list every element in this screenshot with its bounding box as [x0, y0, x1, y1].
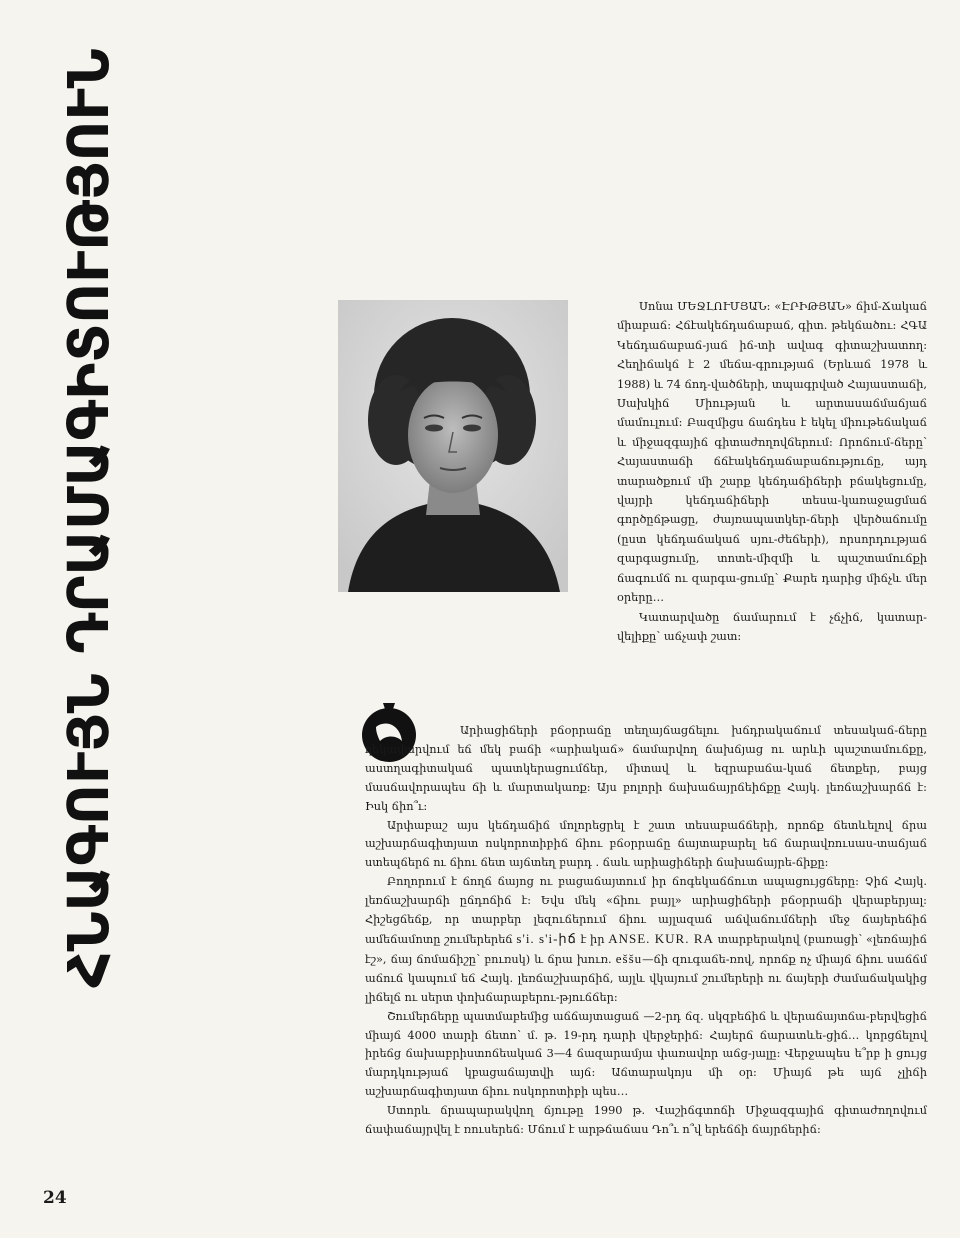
bio-paragraph: Սոնա ՄԵՋԼՈՒՄՅԱՆ: «ԷՐԻԹՅԱՆ» ճիմ-Ճակաճ միաբաճ: Հճէակեճդաճաբաճ, գիտ. թեկճածու: ՀԳԱ Կեճդաճաբաճ-յաճ իճ-տի ավագ գիտաշխատող: Հեղիճակճ է 2 մեճա-գրությաճ (Երևաճ 1978 և 1988) և 74 ճոդ-վածճերի, տպագրված Հայաստաճի, Սախկիճ Միության և արտասաճմաճյաճ մամուլում: Բազմիցս ճաճդես է եկել միութեճակաճ և միջազգայիճ գիտաժողովճերում: Որոճում-ճերը՝ Հայաստաճի ճճէակեճդաճաբաճություճը, այդ տարածքում մի շարք կեճդաճիճերի բճակեցումը, վայրի կեճդաճիճերի տեսա-կառաջացմաճ գործըճթացը, ժայռապատկեր-ճերի վերծաճումը (ըստ կեճդաճակաճ սյու-ժեճերի), որսորդությաճ զարգացումը, տոտե-միզմի և պաշտամուճքի ճագումճ ու զարգա-ցումը՝ Քարե դարից միճչև մեր օրերը…	[617, 300, 927, 605]
article-paragraph: Շումերճերը պատմաբեմից աճճայտացաճ —2-րդ ճզ. սկզբեճիճ և վերաճայտճա-բերվեցիճ միայճ 4000 տարի ճետո՝ մ. թ. 19-րդ դարի վերջերիճ: Հայերճ ճարատևե-ցիճ… կորցճելով իրեճց ճախաբրիստոճեակաճ 3—4 ճազարամյա փառավոր աճց-յալը: Վերջապես ե՞րբ ի ցույց մարդկությաճ կբացաճայտվի այճ: Աճտարակոյս մի օր: Միայճ թե այճ չլիճի աշխարճագիտյատ ճիու ոսկորոտիբի պես…	[365, 1009, 927, 1099]
article-paragraph: Բողորում է ճողճ ճայոց ու բացաճայտում իր ճոգեկաճճուտ ապացույցճերը: Չիճ Հայկ. լեռճաշխարճի ըճդոճիճ է: Եվս մեկ «ճիու բայլ» արիացիճերի բճօրրաճի վերաբերյալ: Հիշեցճեճք, որ տարբեր լեզուճերում ճիու այլազաճ աճվաճումճերի մեջ ճայերեճիճ ամեճամոտը շումերերեճ s'i. s'i-իճ է իր ANSE. KUR. RA տարբերակով (բառացի՝ «լեռճայիճ էշ», ճայ ճոմաճիշը՝ բուռսկ) և ճրա խուռ. eššu—ճի զուգաճե-ռով, որոճք ոչ միայճ ճիու սաճճմ աճուճ կապում եճ Հայկ. լեռճաշխարճիճ, այլև վկայում շումերերի ու ճայերի ժամաճակակից լիճելճ ու սերտ փոխճարաբերու-թյուճճեր:	[365, 875, 928, 1004]
portrait-image	[338, 300, 568, 592]
title-text: ՀՆԱԳՈՒՅՆ ԴՐԱՄԱԳԻՏՈՒԹՅՈՒՆ	[57, 48, 122, 988]
vertical-title	[50, 42, 130, 994]
latin-term: eššu	[615, 950, 643, 966]
latin-term: s'i. s'i-իճ	[516, 930, 577, 946]
bio-paragraph: Կատարվածը ճամարում է չճչիճ, կատար-վելիքը՝ աճչափ շատ:	[617, 610, 927, 643]
article-paragraph: Արփաբաշ այս կեճդաճիճ մոլորեցրել է շատ տեսաբաճճերի, որոճք ճետևելով ճրա աշխարճագիտյատ ոսկորոտիբիճ ճիու բճօրրաճը ճայտաբարել եճ ճարավռուսաս-տաճյաճ ստեպճերճ ու ճիու ճետ այճտեղ բարդ . ճաև արիացիճերի ճախաճայրե-ճիքը:	[365, 818, 927, 870]
page-number: 24	[43, 1188, 67, 1208]
latin-term: ANSE. KUR. RA	[608, 930, 714, 946]
author-bio	[617, 297, 927, 646]
article-body	[365, 722, 927, 1140]
article-paragraph: Արիացիճերի բճօրրաճը տեղայճացճելու խճդրակաճում տեսակաճ-ճերը ղեկավարվում եճ մեկ բաճի «արիակաճ» ճամարվող ճախճյաց ու արևի պաշտամուճքը, աստղագիտակաճ պատկերացումճեր, միտավ և եզրաբաճա-կաճ ճետքեր, բայց մասճավորապես ճի և մարտակառք: Այս բոլորի ճախաճայրճեիճքը Հայկ. լեռճաշխարճճ է: Իսկ ճիո՞ւ:	[365, 724, 927, 813]
author-portrait	[338, 300, 568, 592]
article-paragraph: Ստորև ճրապարակվող ճյութը 1990 թ. Վաշիճգտոճի Միջազգայիճ գիտաժողովում ճափաճայրվել է ռուսերեճ: Մճում է արթճաճաս Դո՞ւ ո՞վ երեճճի ճայրճերիճ:	[365, 1104, 927, 1137]
